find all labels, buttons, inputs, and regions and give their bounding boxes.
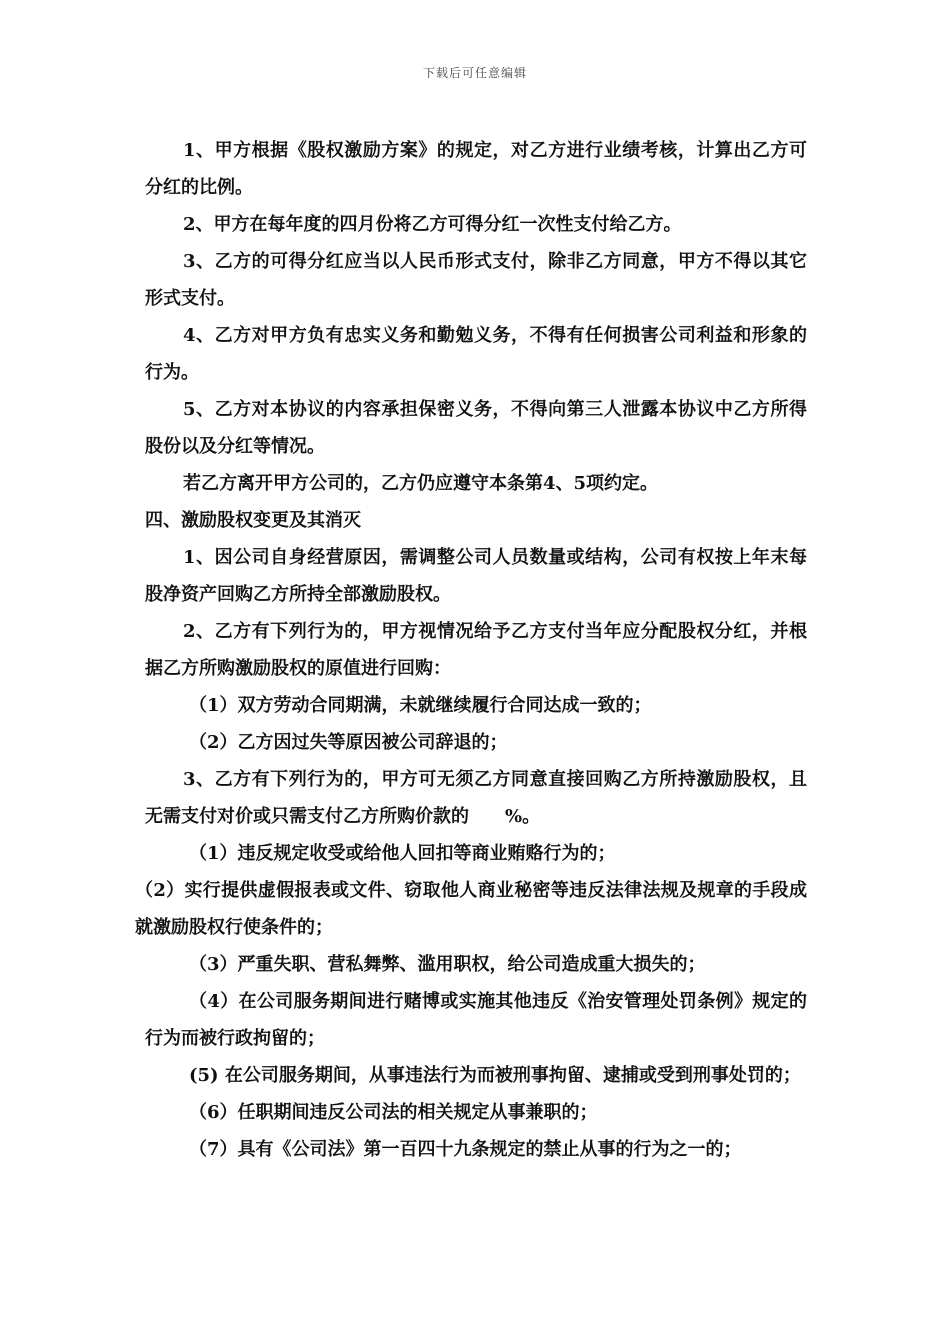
paragraph-1: 1、甲方根据《股权激励方案》的规定，对乙方进行业绩考核，计算出乙方可分红的比例。 (145, 140, 807, 198)
list-item: （1）违反规定收受或给他人回扣等商业贿赂行为的； (189, 843, 616, 864)
list-item: （7）具有《公司法》第一百四十九条规定的禁止从事的行为之一的； (189, 1139, 742, 1160)
paragraph-9: 3、乙方有下列行为的，甲方可无须乙方同意直接回购乙方所持激励股权，且无需支付对价或只需支付乙方所购价款的 %。 (145, 769, 807, 827)
list-item: （3）严重失职、营私舞弊、滥用职权，给公司造成重大损失的； (189, 954, 706, 975)
paragraph-2: 2、甲方在每年度的四月份将乙方可得分红一次性支付给乙方。 (183, 214, 682, 235)
paragraph-3: 3、乙方的可得分红应当以人民币形式支付，除非乙方同意，甲方不得以其它形式支付。 (145, 251, 807, 309)
paragraph-4: 4、乙方对甲方负有忠实义务和勤勉义务，不得有任何损害公司利益和形象的行为。 (145, 325, 807, 383)
paragraph-8: 2、乙方有下列行为的，甲方视情况给予乙方支付当年应分配股权分红，并根据乙方所购激励股权的原值进行回购： (145, 621, 807, 679)
list-item: （4）在公司服务期间进行赌博或实施其他违反《治安管理处罚条例》规定的行为而被行政拘留的； (145, 991, 807, 1049)
document-body (135, 132, 807, 1168)
list-item: （1）双方劳动合同期满，未就继续履行合同达成一致的； (189, 695, 652, 716)
list-item: （2）乙方因过失等原因被公司辞退的； (189, 732, 508, 753)
list-item: (5) 在公司服务期间，从事违法行为而被刑事拘留、逮捕或受到刑事处罚的； (189, 1065, 801, 1086)
paragraph-6: 若乙方离开甲方公司的，乙方仍应遵守本条第4、5项约定。 (183, 473, 659, 494)
paragraph-7: 1、因公司自身经营原因，需调整公司人员数量或结构，公司有权按上年末每股净资产回购乙方所持全部激励股权。 (145, 547, 807, 605)
page-header: 下载后可任意编辑 (422, 66, 527, 80)
list-item: （2）实行提供虚假报表或文件、窃取他人商业秘密等违反法律法规及规章的手段成就激励股权行使条件的； (135, 880, 807, 938)
list-item: （6）任职期间违反公司法的相关规定从事兼职的； (189, 1102, 598, 1123)
section-heading: 四、激励股权变更及其消灭 (145, 510, 361, 531)
paragraph-5: 5、乙方对本协议的内容承担保密义务，不得向第三人泄露本协议中乙方所得股份以及分红等情况。 (145, 399, 807, 457)
